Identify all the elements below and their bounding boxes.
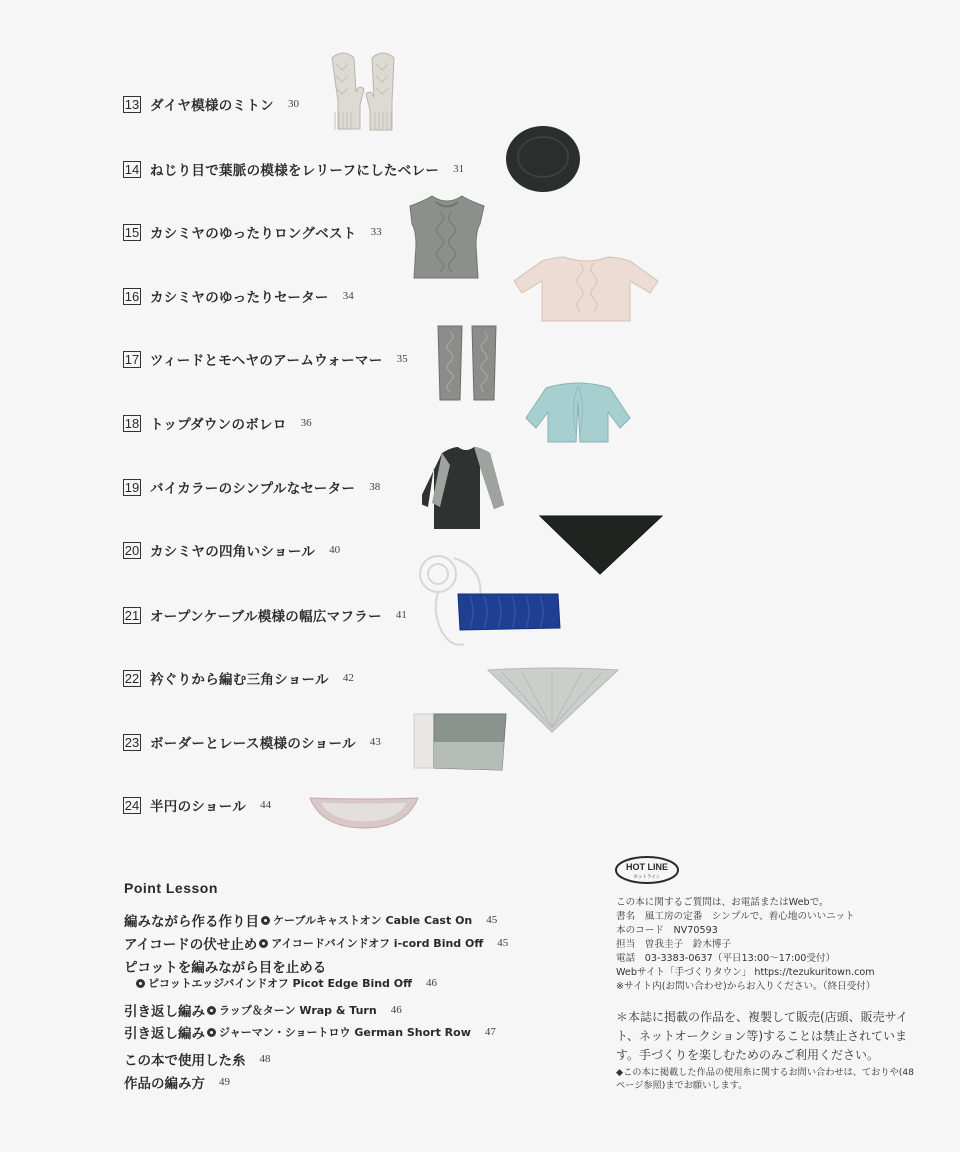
item-number: 20 xyxy=(124,542,140,558)
item-title: カシミヤのゆったりロングベスト xyxy=(150,226,357,242)
item-title: ねじり目で葉脈の模様をレリーフにしたベレー xyxy=(150,163,440,179)
beret-photo xyxy=(503,123,583,195)
lesson-title: ピコットを編みながら目を止める xyxy=(124,960,327,976)
lesson-title: アイコードの伏せ止め xyxy=(124,937,258,953)
item-number: 18 xyxy=(124,415,140,431)
hotline-line: 書名 風工房の定番 シンプルで、着心地のいいニット xyxy=(616,911,855,922)
item-page: 43 xyxy=(369,736,381,748)
lesson-item[interactable] xyxy=(124,910,497,930)
lesson-item[interactable] xyxy=(124,933,508,953)
item-number: 17 xyxy=(124,351,140,367)
item-page: 34 xyxy=(342,290,354,302)
item-number: 21 xyxy=(124,607,140,623)
item-page: 35 xyxy=(396,353,408,365)
long-vest-photo xyxy=(406,190,488,282)
half-circle-shawl-photo xyxy=(306,794,422,832)
item-page: 31 xyxy=(453,163,465,175)
copyright-notice: ＊本誌に掲載の作品を、複製して販売(店頭、販売サイト、ネットオークション等)することは禁止されています。手づくりを楽しむためのみご利用ください。 xyxy=(616,1010,908,1062)
hotline-logo-subtext: ホットライン xyxy=(633,875,661,880)
item-title: ツィードとモヘヤのアームウォーマー xyxy=(150,353,383,369)
bullet-icon xyxy=(136,979,145,988)
item-number: 23 xyxy=(124,734,140,750)
list-item[interactable] xyxy=(123,540,340,560)
item-title: バイカラーのシンプルなセーター xyxy=(150,481,356,497)
lesson-item[interactable] xyxy=(124,1022,496,1042)
extra-title: この本で使用した糸 xyxy=(124,1053,246,1069)
list-item[interactable] xyxy=(123,159,464,179)
item-page: 40 xyxy=(329,544,341,556)
hotline-line: ※サイト内(お問い合わせ)からお入りください。（終日受付） xyxy=(616,981,876,992)
list-item[interactable] xyxy=(123,605,407,625)
item-number: 13 xyxy=(124,96,140,112)
lesson-title: 編みながら作る作り目 xyxy=(124,914,259,930)
border-lace-shawl-photo xyxy=(412,708,508,774)
hotline-line: 電話 03-3383-0637（平日13:00〜17:00受付） xyxy=(616,953,836,964)
item-page: 30 xyxy=(287,98,299,110)
item-number: 16 xyxy=(124,288,140,304)
extra-page: 48 xyxy=(259,1053,271,1065)
item-title: カシミヤの四角いショール xyxy=(150,544,316,560)
lesson-item[interactable] xyxy=(124,956,326,976)
hotline-line: この本に関するご質問は、お電話またはWebで。 xyxy=(616,897,829,908)
item-page: 33 xyxy=(370,226,382,238)
bullet-icon xyxy=(207,1028,216,1037)
extra-title: 作品の編み方 xyxy=(124,1076,205,1092)
arm-warmer-photo xyxy=(432,322,502,404)
extra-item[interactable] xyxy=(124,1072,230,1092)
lesson-page: 45 xyxy=(486,914,498,926)
section-heading: Point Lesson xyxy=(124,880,218,896)
lesson-title: 引き返し編み xyxy=(124,1004,205,1020)
list-item[interactable] xyxy=(123,349,408,369)
lesson-page: 46 xyxy=(390,1004,402,1016)
bicolor-sweater-photo xyxy=(422,445,508,537)
bullet-icon xyxy=(259,939,268,948)
item-page: 36 xyxy=(300,417,312,429)
lesson-page: 46 xyxy=(426,977,438,989)
item-number: 22 xyxy=(124,670,140,686)
item-number: 14 xyxy=(124,161,140,177)
item-title: ダイヤ模様のミトン xyxy=(150,98,274,114)
lesson-page: 47 xyxy=(484,1026,496,1038)
item-page: 42 xyxy=(342,672,354,684)
wide-muffler-photo xyxy=(456,590,562,636)
list-item[interactable] xyxy=(123,286,354,306)
lesson-subtitle: ケーブルキャストオン Cable Cast On xyxy=(273,914,473,927)
lesson-subtitle: ジャーマン・ショートロウ German Short Row xyxy=(219,1026,471,1039)
yarn-inquiry-note: ◆この本に掲載した作品の使用糸に関するお問い合わせは、ておりや(48ページ参照)までお願いします。 xyxy=(616,1067,914,1091)
lesson-subline[interactable] xyxy=(134,975,437,991)
list-item[interactable] xyxy=(123,668,354,688)
list-item[interactable] xyxy=(123,795,271,815)
lesson-item[interactable] xyxy=(124,1000,402,1020)
hotline-line[interactable]: Webサイト「手づくりタウン」 https://tezukuritown.com xyxy=(616,967,875,978)
item-number: 24 xyxy=(124,797,140,813)
list-item[interactable] xyxy=(123,732,381,752)
item-title: 半円のショール xyxy=(150,799,247,815)
bullet-icon xyxy=(207,1006,216,1015)
list-item[interactable] xyxy=(123,222,382,242)
item-title: カシミヤのゆったりセーター xyxy=(150,290,329,306)
item-title: トップダウンのボレロ xyxy=(150,417,287,433)
bolero-photo xyxy=(522,380,634,446)
item-page: 38 xyxy=(369,481,381,493)
mitten-photo xyxy=(326,50,406,132)
item-title: 衿ぐりから編む三角ショール xyxy=(150,672,329,688)
list-item[interactable] xyxy=(123,477,380,497)
item-number: 19 xyxy=(124,479,140,495)
item-title: オープンケーブル模様の幅広マフラー xyxy=(150,609,382,625)
item-page: 41 xyxy=(395,609,407,621)
hotline-line: 本のコード NV70593 xyxy=(616,925,718,936)
sweater-photo xyxy=(514,255,660,325)
item-title: ボーダーとレース模様のショール xyxy=(150,736,356,752)
lesson-subtitle: ラップ＆ターン Wrap & Turn xyxy=(219,1004,377,1017)
lesson-subtitle: ピコットエッジバインドオフ Picot Edge Bind Off xyxy=(148,977,413,990)
hotline-logo xyxy=(614,855,680,885)
hotline-logo-text: HOT LINE xyxy=(626,862,668,872)
list-item[interactable] xyxy=(123,413,312,433)
extra-item[interactable] xyxy=(124,1049,271,1069)
hotline-line: 担当 曽我圭子 鈴木博子 xyxy=(616,939,732,950)
list-item[interactable] xyxy=(123,94,299,114)
bullet-icon xyxy=(261,916,270,925)
lesson-title: 引き返し編み xyxy=(124,1026,205,1042)
item-page: 44 xyxy=(260,799,272,811)
lesson-subtitle: アイコードバインドオフ i-cord Bind Off xyxy=(271,937,484,950)
square-shawl-photo xyxy=(538,514,664,576)
lesson-page: 45 xyxy=(497,937,509,949)
item-number: 15 xyxy=(124,224,140,240)
extra-page: 49 xyxy=(219,1076,230,1088)
